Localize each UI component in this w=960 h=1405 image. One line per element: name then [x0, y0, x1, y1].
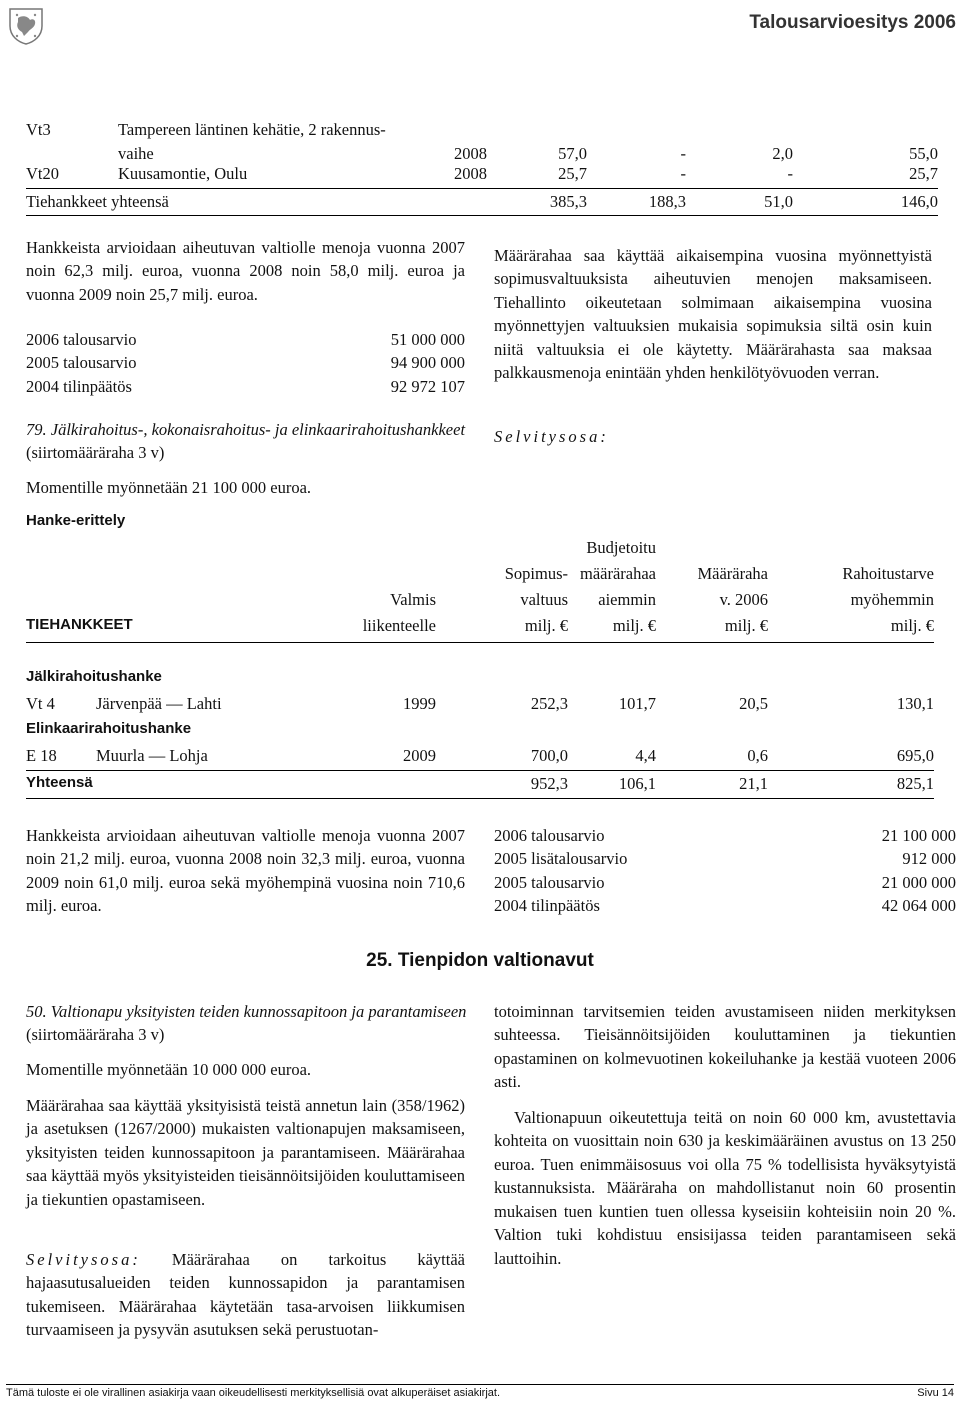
usage-text: Määrärahaa saa käyttää yksityisistä teistä annetun lain (358/1962) ja asetuksen (1267/2000) mukaisten valtionapujen maksamiseen, yksityisten teiden kunnossapitoon ja parantamiseen. Määrärahaa saa käyttää myös yksityisteiden tieisännöitsijöiden kouluttamiseen ja tiekuntien opastamiseen.	[26, 1096, 465, 1209]
table-title: Hanke-erittely	[26, 512, 126, 529]
col-header: liikenteelle	[362, 616, 436, 635]
group-label: Elinkaarirahoitushanke	[26, 720, 192, 737]
budget-label: 2005 lisätalousarvio	[494, 849, 628, 869]
col-header: Määräraha	[697, 564, 768, 583]
budget-label: 2004 tilinpäätös	[494, 896, 600, 916]
coat-of-arms-logo	[6, 6, 46, 46]
project-code: E 18	[26, 746, 57, 765]
budget-value: 21 000 000	[881, 872, 956, 892]
project-breakdown-table	[26, 536, 934, 798]
col-header-tiehankkeet: TIEHANKKEET	[26, 616, 133, 633]
col-header: Valmis	[390, 590, 436, 609]
table-divider	[26, 798, 934, 799]
table-divider	[26, 770, 934, 771]
budget-value: 94 900 000	[390, 353, 465, 373]
cell-value: 55,0	[909, 144, 938, 163]
cell-value: 106,1	[618, 774, 656, 793]
cell-value: 952,3	[530, 774, 568, 793]
project-name: Tampereen läntinen kehätie, 2 rakennus-	[118, 120, 386, 139]
table-row	[26, 118, 938, 166]
project-code: Vt20	[26, 164, 59, 183]
section-heading-title: 50. Valtionapu yksityisten teiden kunnossapitoon ja parantamiseen	[26, 1002, 467, 1021]
cell-value: 25,7	[558, 164, 587, 183]
budget-label: 2006 talousarvio	[494, 826, 605, 845]
section-heading-type: (siirtomääräraha 3 v)	[26, 443, 165, 463]
budget-row	[26, 375, 465, 398]
table-total-row	[26, 190, 938, 214]
project-name: Kuusamontie, Oulu	[118, 164, 248, 183]
budget-value: 92 972 107	[390, 376, 465, 396]
budget-value: 21 100 000	[881, 826, 956, 845]
budget-list	[26, 328, 465, 398]
cell-value: 2,0	[772, 144, 793, 163]
footer-note: Tämä tuloste ei ole virallinen asiakirja vaan oikeudellisesti merkityksellisiä ovat alkuperäiset asiakirjat.	[6, 1387, 500, 1399]
budget-label: 2005 talousarvio	[494, 872, 605, 892]
page-header-title: Talousarvioesitys 2006	[749, 12, 956, 33]
cell-value: 51,0	[764, 192, 793, 211]
completion-year: 1999	[403, 694, 436, 713]
col-header: määrärahaa	[579, 564, 656, 583]
budget-label: 2004 tilinpäätös	[26, 376, 132, 396]
cell-value: 20,5	[739, 694, 768, 713]
cell-value: 385,3	[549, 192, 587, 211]
completion-year: 2008	[454, 144, 487, 163]
budget-value: 912 000	[902, 849, 956, 869]
project-name: Muurla — Lohja	[96, 746, 208, 765]
table-row	[26, 692, 934, 716]
col-header: myöhemmin	[850, 590, 934, 609]
selvitysosa-body: Määrärahaa on tarkoitus käyttää hajaasutusalueiden teiden kunnossapidon ja parantamisen tukemiseen. Määrärahaa käytetään tasa-arvoisen liikkumisen turvaamiseen ja pysyvän asutuksen sekä perustuotan-	[26, 1250, 465, 1340]
col-header: milj. €	[524, 616, 568, 635]
group-label: Jälkirahoitushanke	[26, 668, 162, 685]
footer-divider	[6, 1384, 954, 1385]
col-header: milj. €	[612, 616, 656, 635]
usage-text: Määrärahaa saa käyttää aikaisempina vuosina myönnettyistä sopimusvaltuuksista aiheutuvien menojen maksamiseen. Tiehallinto oikeutetaan solmimaan aikaisempina vuosina myönnettyjen valtuuksien mukaisia sopimuksia siltä osin kuin niitä valtuuksia ei ole käytetty. Määrärahasta saa maksaa palkkausmenoja enintään yhden henkilötyövuoden verran.	[494, 246, 932, 383]
cell-value: 21,1	[739, 774, 768, 793]
project-name-cont: vaihe	[118, 144, 154, 163]
col-header: Budjetoitu	[586, 538, 656, 557]
budget-label: 2006 talousarvio	[26, 330, 137, 349]
chapter-title: 25. Tienpidon valtionavut	[366, 950, 594, 971]
project-code: Vt 4	[26, 694, 55, 713]
col-header: v. 2006	[719, 590, 768, 609]
expenditure-estimate-text: Hankkeista arvioidaan aiheutuvan valtiolle menoja vuonna 2007 noin 21,2 milj. euroa, vuonna 2008 noin 32,3 milj. euroa, vuonna 2009 noin 61,0 milj. euroa sekä myöhempinä vuosina noin 710,6 milj. euroa.	[26, 826, 465, 916]
budget-value: 51 000 000	[390, 330, 465, 349]
cell-value: 695,0	[896, 746, 934, 765]
table-row	[26, 162, 938, 186]
cell-value: 101,7	[618, 694, 656, 713]
table-total-row	[26, 772, 934, 796]
cell-value: 57,0	[558, 144, 587, 163]
col-header: Rahoitustarve	[842, 564, 934, 583]
budget-row	[26, 328, 465, 351]
col-header: milj. €	[890, 616, 934, 635]
cell-value: 0,6	[747, 746, 768, 765]
section-heading-title: 79. Jälkirahoitus-, kokonaisrahoitus- ja elinkaarirahoitushankkeet	[26, 420, 466, 439]
appropriation-text: Momentille myönnetään 21 100 000 euroa.	[26, 478, 312, 497]
cell-value: 25,7	[909, 164, 938, 183]
table-divider	[26, 642, 934, 643]
cell-value: -	[787, 164, 793, 183]
selvitysosa-label: Selvitysosa:	[26, 1250, 141, 1269]
budget-value: 42 064 000	[881, 896, 956, 916]
col-header: Sopimus-	[504, 564, 568, 583]
table-divider	[26, 188, 938, 189]
cell-value: 188,3	[648, 192, 686, 211]
completion-year: 2008	[454, 164, 487, 183]
cell-value: -	[680, 144, 686, 163]
road-projects-table	[26, 118, 938, 218]
budget-label: 2005 talousarvio	[26, 353, 137, 373]
appropriation-text: Momentille myönnetään 10 000 000 euroa.	[26, 1060, 312, 1079]
continued-text: totoiminnan tarvitsemien teiden avustamiseen niiden merkityksen suhteessa. Tieisännöitsijöiden kouluttaminen ja tiekuntien opastaminen on kolmevuotinen kokeiluhanke ja kestää vuoteen 2006 asti.	[494, 1002, 956, 1092]
project-name: Järvenpää — Lahti	[96, 694, 222, 713]
selvitysosa-label: Selvitysosa:	[494, 427, 609, 446]
cell-value: 825,1	[896, 774, 934, 793]
budget-row	[494, 847, 956, 870]
budget-list	[494, 824, 956, 918]
cell-value: -	[680, 164, 686, 183]
table-row	[26, 744, 934, 768]
col-header: aiemmin	[598, 590, 656, 609]
budget-row	[494, 894, 956, 917]
total-label: Tiehankkeet yhteensä	[26, 192, 169, 211]
col-header: valtuus	[520, 590, 568, 609]
statistics-text	[494, 1106, 956, 1270]
cell-value: 146,0	[900, 192, 938, 211]
total-label: Yhteensä	[26, 774, 93, 791]
cell-value: 700,0	[530, 746, 568, 765]
cell-value: 130,1	[896, 694, 934, 713]
section-heading	[26, 418, 471, 465]
cell-value: 4,4	[635, 746, 656, 765]
section-heading-type: (siirtomääräraha 3 v)	[26, 1025, 165, 1045]
page-number: Sivu 14	[917, 1387, 954, 1399]
statistics-body: Valtionapuun oikeutettuja teitä on noin 60 000 km, avustettavia kohteita on vuosittain noin 630 ja keskimääräinen avustus on 13 250 euroa. Tuen enimmäisosuus voi olla 75 % todellisista hyväksytyistä kustannuksista. Määräraha on mahdollistanut noin 60 prosentin mukaisen tuen kuntien tuen ollessa kyseisiin kohteisiin noin 20 %. Valtion tuki kohdistuu ensisijassa teiden parantamiseen sekä lauttoihin.	[494, 1108, 956, 1268]
table-divider	[26, 215, 938, 216]
col-header: milj. €	[724, 616, 768, 635]
budget-row	[26, 351, 465, 374]
budget-row	[494, 824, 956, 847]
project-code: Vt3	[26, 120, 51, 139]
section-heading	[26, 1000, 471, 1047]
expenditure-estimate-text: Hankkeista arvioidaan aiheutuvan valtiolle menoja vuonna 2007 noin 62,3 milj. euroa, vuonna 2008 noin 58,0 milj. euroa ja vuonna 2009 noin 25,7 milj. euroa.	[26, 238, 465, 304]
selvitysosa-text	[26, 1248, 465, 1342]
completion-year: 2009	[403, 746, 436, 765]
budget-row	[494, 871, 956, 894]
cell-value: 252,3	[530, 694, 568, 713]
